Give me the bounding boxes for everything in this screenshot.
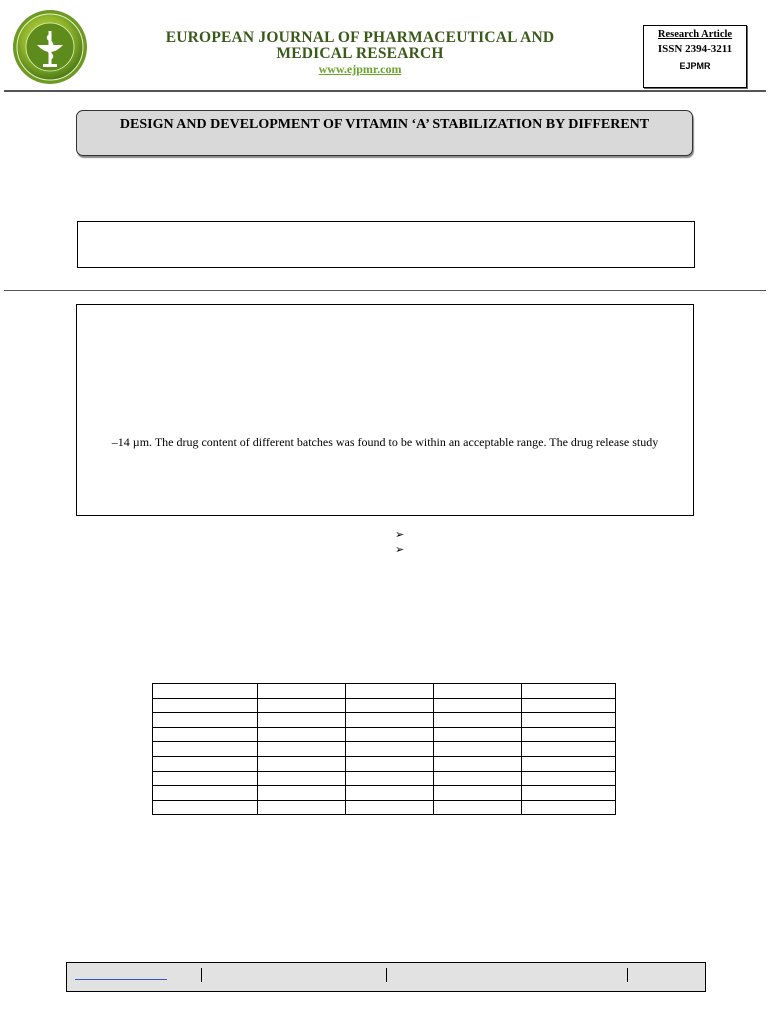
table-cell xyxy=(258,727,346,742)
journal-logo xyxy=(12,9,88,85)
bullet-arrow-icon: ➢ xyxy=(395,544,405,556)
table-cell xyxy=(522,742,616,757)
table-cell xyxy=(258,756,346,771)
table-cell xyxy=(346,742,434,757)
footer-separator xyxy=(386,968,387,982)
table-cell xyxy=(153,742,258,757)
table-cell xyxy=(346,684,434,699)
abstract-box xyxy=(76,304,694,516)
table-cell xyxy=(346,713,434,728)
section-divider xyxy=(4,290,766,291)
header-divider xyxy=(4,90,766,92)
table-cell xyxy=(346,786,434,801)
table-cell xyxy=(346,771,434,786)
table-cell xyxy=(434,742,522,757)
table-row xyxy=(153,800,616,815)
table-cell xyxy=(153,684,258,699)
table-cell xyxy=(346,698,434,713)
table-cell xyxy=(522,771,616,786)
table-cell xyxy=(258,713,346,728)
table-cell xyxy=(153,800,258,815)
issn: ISSN 2394-3211 xyxy=(657,43,733,55)
table-row xyxy=(153,713,616,728)
table-cell xyxy=(434,771,522,786)
table-cell xyxy=(434,684,522,699)
abstract-text: –14 µm. The drug content of different batches was found to be within an acceptable range. The drug release study xyxy=(111,435,659,449)
table-cell xyxy=(153,713,258,728)
article-title-box xyxy=(76,110,693,156)
table-cell xyxy=(522,713,616,728)
table-cell xyxy=(522,698,616,713)
table-cell xyxy=(522,756,616,771)
table-cell xyxy=(434,786,522,801)
table-cell xyxy=(522,786,616,801)
table-cell xyxy=(153,756,258,771)
table-cell xyxy=(434,698,522,713)
table-row xyxy=(153,698,616,713)
table-cell xyxy=(258,698,346,713)
table-row xyxy=(153,742,616,757)
table-cell xyxy=(434,756,522,771)
journal-abbreviation: EJPMR xyxy=(679,61,711,71)
table-cell xyxy=(346,727,434,742)
table-row xyxy=(153,727,616,742)
table-cell xyxy=(434,800,522,815)
bullet-arrow-icon: ➢ xyxy=(395,529,405,541)
table-cell xyxy=(258,800,346,815)
table-cell xyxy=(434,727,522,742)
table-cell xyxy=(346,800,434,815)
table-cell xyxy=(153,727,258,742)
table-cell xyxy=(153,786,258,801)
table-cell xyxy=(434,713,522,728)
table-cell xyxy=(522,727,616,742)
table-cell xyxy=(258,771,346,786)
journal-name: EUROPEAN JOURNAL OF PHARMACEUTICAL AND MEDICAL RESEARCH xyxy=(165,29,555,62)
table-row xyxy=(153,684,616,699)
table-cell xyxy=(522,800,616,815)
table-cell xyxy=(258,684,346,699)
footer-link[interactable] xyxy=(75,979,167,980)
research-article-box xyxy=(643,25,747,88)
table-row xyxy=(153,756,616,771)
table-row xyxy=(153,786,616,801)
table-cell xyxy=(153,771,258,786)
article-type: Research Article xyxy=(657,29,733,40)
table-row xyxy=(153,771,616,786)
journal-url-link[interactable]: www.ejpmr.com xyxy=(318,62,402,76)
table-cell xyxy=(346,756,434,771)
table-cell xyxy=(258,742,346,757)
table-cell xyxy=(522,684,616,699)
caduceus-icon xyxy=(12,9,88,85)
table-cell xyxy=(153,698,258,713)
article-title: DESIGN AND DEVELOPMENT OF VITAMIN ‘A’ STABILIZATION BY DIFFERENT xyxy=(119,117,650,132)
page-footer xyxy=(66,962,706,992)
footer-separator xyxy=(201,968,202,982)
author-info-box xyxy=(77,221,695,268)
footer-separator xyxy=(627,968,628,982)
table-cell xyxy=(258,786,346,801)
data-table xyxy=(152,683,616,815)
